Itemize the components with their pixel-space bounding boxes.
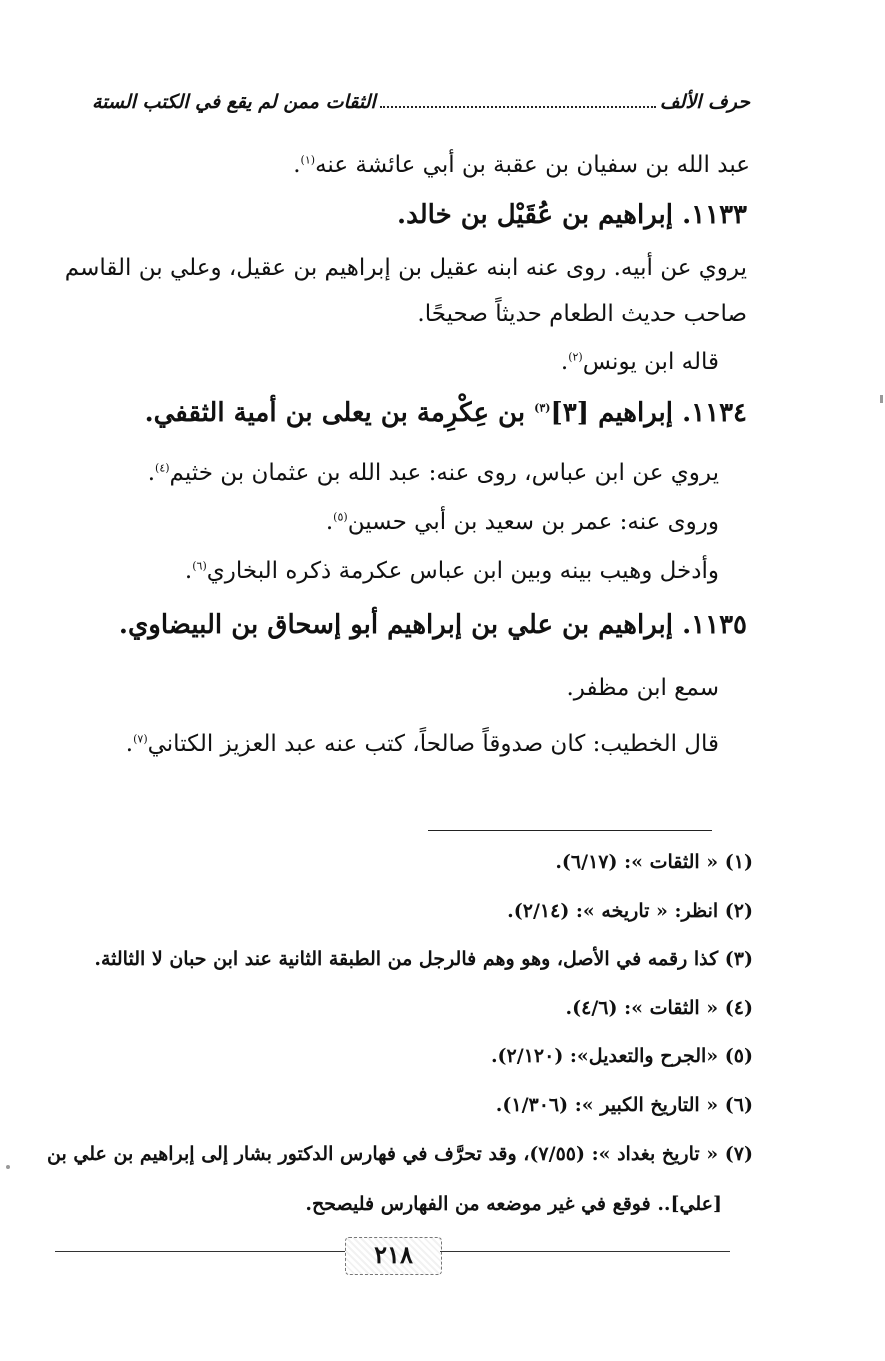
footnote-ref[interactable]: (٢) [568,350,583,364]
entry-1133-line-1: يروي عن أبيه. روى عنه ابنه عقيل بن إبراهيم بن عقيل، وعلي بن القاسم [64,255,747,281]
footnote-2: (٢) انظر: « تاريخه »: (٢/١٤). [507,900,753,922]
entry-1134-line-3: وأدخل وهيب بينه وبين ابن عباس عكرمة ذكره البخاري$^{(٦)}$. [184,558,719,584]
footnote-6: (٦) « التاريخ الكبير »: (١/٣٠٦). [495,1094,753,1116]
entry-name-part-2: بن عِكْرِمة بن يعلى بن أمية الثقفي. [144,398,526,428]
footnote-ref[interactable]: (٣) [534,401,551,415]
scan-speck [6,1165,10,1169]
entry-number: ١١٣٤. [682,398,747,428]
page-number: ٢١٨ [345,1237,442,1275]
entry-heading-1135 [119,610,747,640]
entry-1133-citation: قاله ابن يونس$^{(٢)}$. [560,349,719,375]
footnote-ref[interactable]: (٤) [155,461,170,475]
entry-1134-line-1: يروي عن ابن عباس، روى عنه: عبد الله بن عثمان بن خثيم$^{(٤)}$. [147,460,719,486]
scan-speck [880,395,883,403]
entry-name: إبراهيم بن علي بن إبراهيم أبو إسحاق بن البيضاوي. [118,610,674,640]
entry-1134-line-2: وروى عنه: عمر بن سعيد بن أبي حسين$^{(٥)}$. [325,509,719,535]
entry-heading-1134 [145,398,747,428]
footnote-1: (١) « الثقات »: (٦/١٧). [555,851,753,873]
footnote-5: (٥) «الجرح والتعديل»: (٢/١٢٠). [490,1045,753,1067]
header-dot-leader [380,106,656,108]
footnote-3: (٣) كذا رقمه في الأصل، وهو وهم فالرجل من الطبقة الثانية عند ابن حبان لا الثالثة. [94,948,753,970]
footnote-7: (٧) « تاريخ بغداد »: (٧/٥٥)، وقد تحرَّف في فهارس الدكتور بشار إلى إبراهيم بن علي بن [47,1143,753,1165]
entry-1133-line-2: صاحب حديث الطعام حديثاً صحيحًا. [417,301,747,327]
footnote-ref[interactable]: (٧) [133,732,148,746]
footnote-7-continued: [علي].. فوقع في غير موضعه من الفهارس فليصحح. [305,1193,722,1215]
footnote-separator [428,830,712,831]
header-chapter-title: حرف الألف [659,91,750,113]
running-header [92,91,750,114]
entry-name: إبراهيم بن عُقَيْل بن خالد. [397,200,674,230]
entry-1135-line-2: قال الخطيب: كان صدوقاً صالحاً، كتب عنه عبد العزيز الكتاني$^{(٧)}$. [125,731,719,757]
intro-line: عبد الله بن سفيان بن عقبة بن أبي عائشة عنه$^{(١)}$. [293,152,750,178]
bottom-rule-right [440,1251,730,1252]
footnote-ref[interactable]: (١) [300,153,316,167]
entry-name-part-1: إبراهيم [٣] [550,398,674,428]
bottom-rule-left [55,1251,345,1252]
footnote-ref[interactable]: (٥) [333,510,348,524]
entry-1135-line-1: سمع ابن مظفر. [566,675,719,701]
header-book-title: الثقات ممن لم يقع في الكتب الستة [92,91,376,113]
footnote-4: (٤) « الثقات »: (٤/٦). [565,997,753,1019]
entry-number: ١١٣٣. [682,200,747,230]
entry-heading-1133 [397,200,747,230]
entry-number: ١١٣٥. [682,610,747,640]
footnote-ref[interactable]: (٦) [192,559,207,573]
